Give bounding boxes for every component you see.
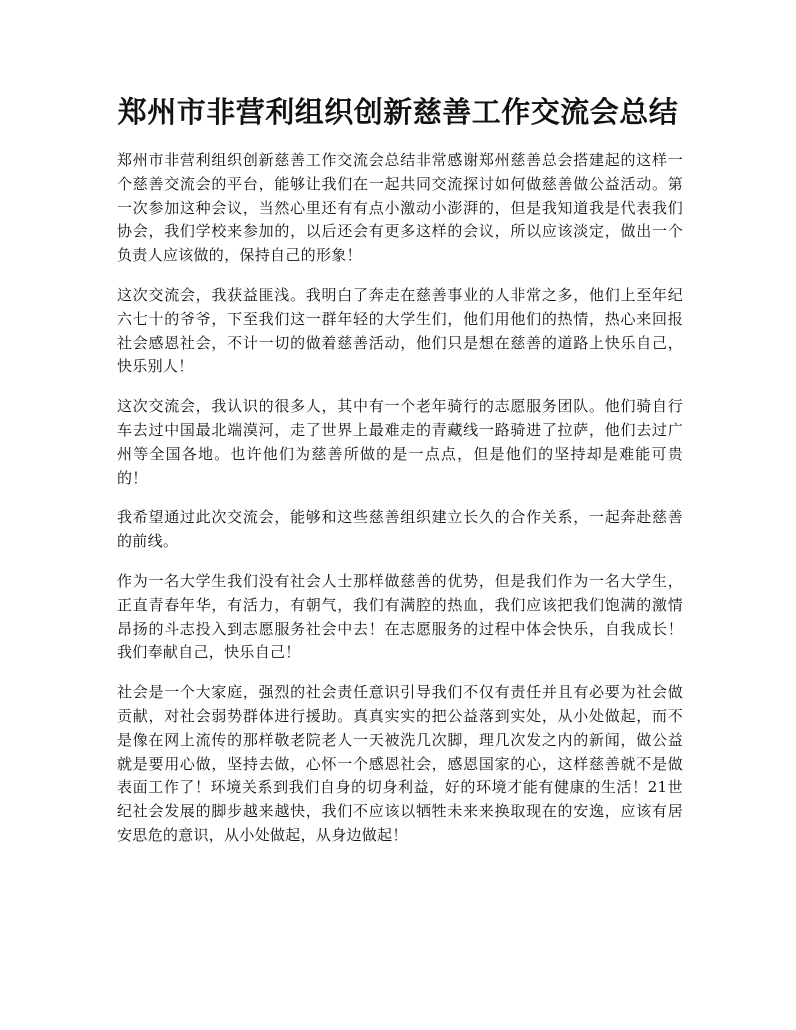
paragraph-6: 社会是一个大家庭，强烈的社会责任意识引导我们不仅有责任并且有必要为社会做贡献，对社会弱势群体进行援助。真真实实的把公益落到实处，从小处做起，而不是像在网上流传的那样敬老院老人一天被洗几次脚，理几次发之内的新闻，做公益就是要用心做，坚持去做，心怀一个感恩社会，感恩国家的心，这样慈善就不是做表面工作了！环境关系到我们自身的切身利益，好的环境才能有健康的生活！21世纪社会发展的脚步越来越快，我们不应该以牺牲未来来换取现在的安逸，应该有居安思危的意识，从小处做起，从身边做起！ — [117, 683, 683, 844]
paragraph-4: 我希望通过此次交流会，能够和这些慈善组织建立长久的合作关系，一起奔赴慈善的前线。 — [117, 508, 683, 551]
paragraph-3: 这次交流会，我认识的很多人，其中有一个老年骑行的志愿服务团队。他们骑自行车去过中国最北端漠河，走了世界上最难走的青藏线一路骑进了拉萨，他们去过广州等全国各地。也许他们为慈善所做的是一点点，但是他们的坚持却是难能可贵的！ — [117, 397, 683, 487]
document-title: 郑州市非营利组织创新慈善工作交流会总结 — [117, 95, 679, 129]
document-body — [117, 149, 683, 864]
paragraph-2: 这次交流会，我获益匪浅。我明白了奔走在慈善事业的人非常之多，他们上至年纪六七十的爷爷，下至我们这一群年轻的大学生们，他们用他们的热情，热心来回报社会感恩社会，不计一切的做着慈善活动，他们只是想在慈善的道路上快乐自己，快乐别人！ — [117, 285, 683, 376]
paragraph-1: 郑州市非营利组织创新慈善工作交流会总结非常感谢郑州慈善总会搭建起的这样一个慈善交流会的平台，能够让我们在一起共同交流探讨如何做慈善做公益活动。第一次参加这种会议，当然心里还有有点小激动小澎湃的，但是我知道我是代表我们协会，我们学校来参加的，以后还会有更多这样的会议，所以应该淡定，做出一个负责人应该做的，保持自己的形象！ — [117, 151, 683, 265]
paragraph-5: 作为一名大学生我们没有社会人士那样做慈善的优势，但是我们作为一名大学生，正直青春年华，有活力，有朝气，我们有满腔的热血，我们应该把我们饱满的激情昂扬的斗志投入到志愿服务社会中去！在志愿服务的过程中体会快乐，自我成长！我们奉献自己，快乐自己！ — [117, 571, 683, 662]
